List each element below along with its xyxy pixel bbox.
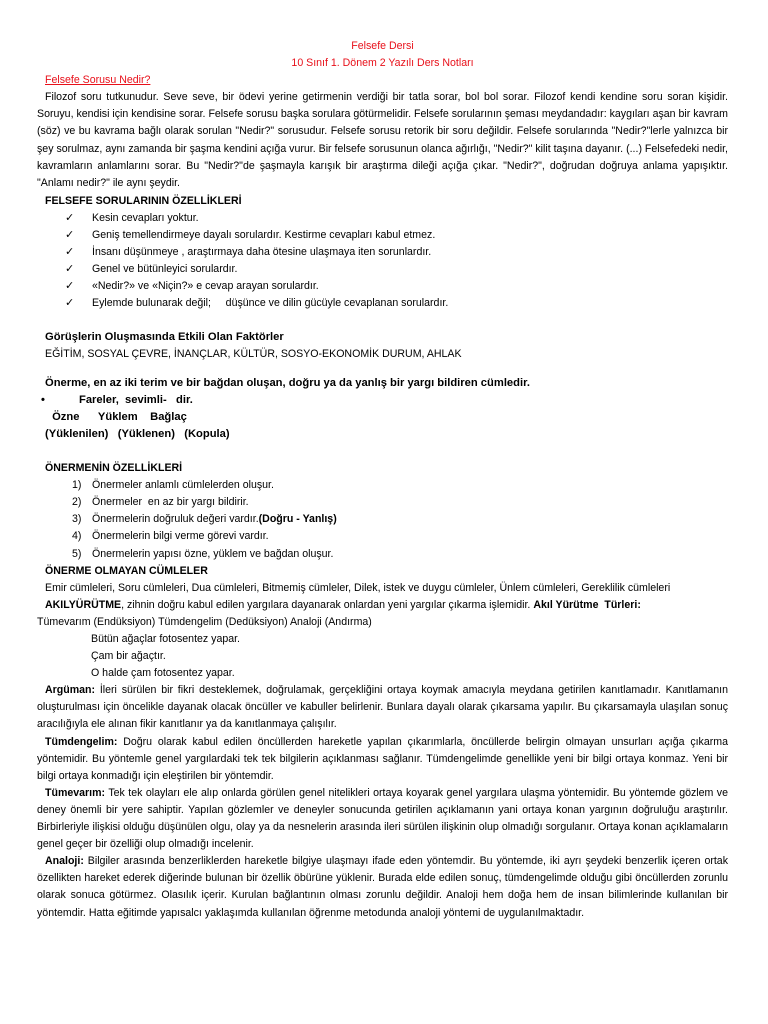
paragraph-akilyurutme: AKILYÜRÜTME, zihnin doğru kabul edilen yargılara dayanarak onlardan yeni yargılar çıkarma işlemidir. Akıl Yürütme Türleri: [45, 598, 641, 611]
features-list [37, 210, 728, 313]
paragraph-arguman: Argüman: İleri sürülen bir fikri desteklemek, doğrulamak, gerçekliğini ortaya koymak amacıyla meydana getirilen kanıtlamadır. Kanıtlamanın oluşturulması için öncelikle dayanak olacak öncüller ve kabuller belirlenir. Bunlara dayalı olarak çıkarsama yapılır. Bu çıkarsamayla ulaşılan sonuç aracılığıyla ele alınan fikir kanıtlanır ya da kanıtlanmaya çalışılır. [37, 684, 728, 731]
reasoning-example-line: Bütün ağaçlar fotosentez yapar. [91, 633, 241, 645]
list-item: 2) Önermeler en az bir yargı bildirir. [72, 496, 249, 509]
proposition-parts: Özne Yüklem Bağlaç [49, 410, 187, 423]
section-heading-onerme-ozellikleri: ÖNERMENİN ÖZELLİKLERİ [45, 462, 183, 475]
proposition-example: • Fareler, sevimli- dir. [37, 392, 728, 409]
checkmark-icon: ✓ [65, 297, 75, 310]
list-item: ✓ Geniş temellendirmeye dayalı sorulardır. Kestirme cevapları kabul etmez. [37, 227, 728, 244]
list-item: ✓ Kesin cevapları yoktur. [37, 210, 728, 227]
list-item: ✓ Eylemde bulunarak değil; düşünce ve dilin gücüyle cevaplanan sorulardır. [37, 295, 728, 312]
list-item: ✓ İnsanı düşünmeye , araştırmaya daha ötesine ulaşmaya iten sorunlardır. [37, 244, 728, 261]
factors-list: EĞİTİM, SOSYAL ÇEVRE, İNANÇLAR, KÜLTÜR, SOSYO-EKONOMİK DURUM, AHLAK [45, 347, 462, 360]
checkmark-icon: ✓ [65, 229, 75, 242]
list-item: 4) Önermelerin bilgi verme görevi vardır. [72, 530, 269, 543]
paragraph-analoji: Analoji: Bilgiler arasında benzerliklerden hareketle bilgiye ulaşmayı ifade eden yöntemdir. Bu yöntemde, iki ayrı şeydeki benzerlik içeren ortak özellikten hareket ederek diğerinde bulunan bir özellik öbürüne yüklenir. Burada elde edilen sonuç, tümdengelimde olduğu gibi öncüllerden zorunlu olarak sonuca götürmez. Olasılık içerir. Kurulan bağlantının olması zorunlu değildir. Analoji hem doğa hem de insan bilimlerinde kullanılan bir yöntemdir. Hatta eğitimde yapısalcı yaklaşımda kullanılan öğrenme metodunda analoji yöntemi de uygulanılmaktadır. [37, 855, 728, 919]
section-heading-felsefe-sorusu: Felsefe Sorusu Nedir? [45, 74, 151, 87]
reasoning-example-line: O halde çam fotosentez yapar. [91, 667, 235, 680]
section-heading-onerme-olmayan: ÖNERME OLMAYAN CÜMLELER [45, 564, 208, 577]
bullet-icon: • [41, 393, 45, 406]
proposition-definition: Önerme, en az iki terim ve bir bağdan oluşan, doğru ya da yanlış bir yargı bildiren cümledir. [45, 376, 530, 389]
paragraph-tumevarim: Tümevarım: Tek tek olayları ele alıp onlarda görülen genel nitelikleri ortaya koyarak genel yargılara ulaşma yöntemidir. Bu yöntemde gözlem ve deney önemli bir yere sahiptir. Yapılan gözlemler ve deneyler sonucunda getirilen açıklamanın yani ortaya konan yargının doğruluğu araştırılır. Birbirleriyle ilişkisi olduğu düşünülen olgu, olay ya da nesnelerin arasında ileri sürülen ilişkinin olup olmadığı sorgulanır. Ortaya konan açıklamaların genel geçer bir özelliği olup olmadığı incelenir. [37, 786, 728, 851]
document-subtitle: 10 Sınıf 1. Dönem 2 Yazılı Ders Notları [291, 57, 474, 70]
paragraph-onerme-olmayan: Emir cümleleri, Soru cümleleri, Dua cümleleri, Bitmemiş cümleler, Dilek, istek ve duygu cümleler, Ünlem cümleleri, Gereklilik cümleleri [45, 581, 671, 594]
checkmark-icon: ✓ [65, 280, 75, 293]
paragraph-felsefe-sorusu: Filozof soru tutkunudur. Seve seve, bir ödevi yerine getirmenin verdiği bir tatla sorar, bol bol sorar. Filozof kendi kendine soru soran kişidir. Soruyu, kendisi için kendisine sorar. Felsefe sorusu başka sorulara götürmelidir. Felsefe sorularının şeması meydandadır: kaygıları aşan bir kavram (söz) ve bu kavrama bağlı olarak sorulan "Nedir?" sorusudur. Felsefe sorusu retorik bir soru değildir. Felsefe sorularında "Nedir?"lerle yalnızca bir şey sorulmaz, aynı zamanda bir şaşma kendini açığa vurur. Bir felsefe sorusunun olanca ağırlığı, "Nedir?" kilit taşına dayanır. (...) Felsefedeki nedir, kavramların anlamlarını sorar. Bu "Nedir?"de şaşmayla karışık bir araştırma dileği açığa çıkar. "Nedir?", doğrudan doğruya anlama yapışıktır. "Anlamı nedir?" ile aynı şeydir. [37, 91, 728, 189]
proposition-parts-desc: (Yüklenilen) (Yüklenen) (Kopula) [45, 427, 230, 440]
list-item: 5) Önermelerin yapısı özne, yüklem ve bağdan oluşur. [72, 547, 334, 560]
list-item: 1) Önermeler anlamlı cümlelerden oluşur. [72, 479, 274, 492]
list-item: ✓ Genel ve bütünleyici sorulardır. [37, 261, 728, 278]
section-heading-ozellikler: FELSEFE SORULARININ ÖZELLİKLERİ [45, 194, 242, 207]
reasoning-types: Tümevarım (Endüksiyon) Tümdengelim (Dedüksiyon) Analoji (Andırma) [37, 615, 372, 628]
checkmark-icon: ✓ [65, 246, 75, 259]
document-title: Felsefe Dersi [351, 40, 414, 52]
checkmark-icon: ✓ [65, 211, 75, 224]
checkmark-icon: ✓ [65, 263, 75, 276]
paragraph-tumdengelim: Tümdengelim: Doğru olarak kabul edilen öncüllerden hareketle yapılan çıkarımlarla, öncüllerde belirgin olmayan unsurları açığa çıkarma yöntemidir. Bu yöntemle genel yargılardaki tek tek bilgilerin açıklanması sağlanır. Tümdengelimde genellikle yeni bir bilgi ortaya konmaz. Yeni bir bilgi ortaya konmadığı için eleştirilen bir yöntemdir. [37, 735, 728, 782]
list-item: 3) Önermelerin doğruluk değeri vardır.(Doğru - Yanlış) [72, 513, 337, 526]
section-heading-faktorler: Görüşlerin Oluşmasında Etkili Olan Faktörler [45, 330, 284, 343]
reasoning-example-line: Çam bir ağaçtır. [91, 650, 166, 663]
list-item: ✓ «Nedir?» ve «Niçin?» e cevap arayan sorulardır. [37, 278, 728, 295]
proposition-features-list [37, 477, 728, 562]
